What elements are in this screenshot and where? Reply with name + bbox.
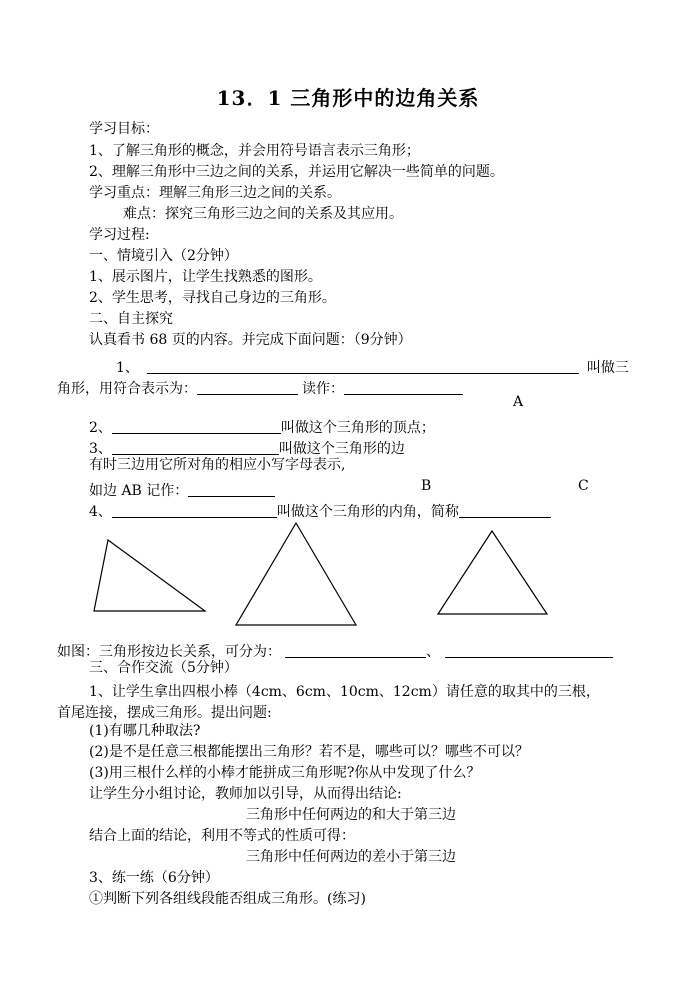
section-3-item-1-line-1: 1、让学生拿出四根小棒（4cm、6cm、10cm、12cm）请任意的取其中的三根， bbox=[89, 684, 600, 700]
question-1-suffix: 叫做三 bbox=[586, 360, 629, 376]
question-3-prefix: 3、 bbox=[89, 441, 112, 457]
question-1-line-2-prefix: 角形，用符合表示为： bbox=[57, 381, 197, 397]
practice-heading: 3、练一练（6分钟） bbox=[89, 870, 219, 886]
classification-blank-2[interactable] bbox=[445, 642, 613, 658]
inequality-note: 结合上面的结论，利用不等式的性质可得： bbox=[89, 828, 355, 844]
section-1-heading: 一、情境引入（2分钟） bbox=[89, 248, 238, 264]
section-2-heading: 二、自主探究 bbox=[89, 311, 173, 327]
process-heading: 学习过程: bbox=[89, 227, 150, 243]
triangle-vertex-c-label: C bbox=[578, 478, 589, 494]
section-3-question-2: (2)是不是任意三根都能摆出三角形？若不是，哪些可以？哪些不可以？ bbox=[89, 744, 529, 760]
discussion-guidance: 让学生分小组讨论，教师加以引导，从而得出结论: bbox=[89, 786, 402, 802]
question-4-suffix: 叫做这个三角形的内角，简称 bbox=[276, 504, 459, 520]
practice-item-1: ①判断下列各组线段能否组成三角形。(练习) bbox=[89, 891, 366, 907]
scalene-triangle-figure bbox=[94, 540, 205, 611]
question-1-prefix: 1、 bbox=[116, 360, 139, 376]
classification-line bbox=[57, 640, 613, 659]
triangle-vertex-a-label: A bbox=[513, 394, 524, 410]
triangle-sum-conclusion: 三角形中任何两边的和大于第三边 bbox=[246, 807, 456, 823]
side-notation-note: 有时三边用它所对角的相应小写字母表示, bbox=[89, 457, 346, 473]
question-3-suffix: 叫做这个三角形的边 bbox=[278, 441, 405, 457]
question-2-suffix: 叫做这个三角形的顶点； bbox=[280, 420, 435, 436]
page-title: 13．1 三角形中的边角关系 bbox=[216, 86, 480, 110]
equilateral-triangle-figure bbox=[438, 531, 547, 614]
section-3-item-1-line-2: 首尾连接，摆成三角形。提出问题: bbox=[57, 705, 272, 721]
question-2-prefix: 2、 bbox=[89, 420, 112, 436]
classification-separator: 、 bbox=[426, 644, 440, 660]
question-4-prefix: 4、 bbox=[89, 504, 112, 520]
section-3-heading: 三、合作交流（5分钟） bbox=[89, 660, 238, 676]
classification-prefix: 如图：三角形按边长关系，可分为： bbox=[57, 644, 281, 660]
objective-2: 2、理解三角形中三边之间的关系，并运用它解决一些简单的问题。 bbox=[89, 164, 504, 180]
objective-1: 1、了解三角形的概念，并会用符号语言表示三角形； bbox=[89, 143, 420, 159]
section-3-question-3: (3)用三根什么样的小棒才能拼成三角形呢?你从中发现了什么？ bbox=[89, 765, 481, 781]
section-2-intro: 认真看书 68 页的内容。并完成下面问题：（9分钟） bbox=[89, 332, 412, 348]
section-3-question-1: (1)有哪几种取法? bbox=[89, 723, 201, 739]
isosceles-triangle-figure bbox=[236, 523, 356, 625]
objectives-heading: 学习目标： bbox=[89, 121, 159, 137]
difficulty-point: 难点：探究三角形三边之间的关系及其应用。 bbox=[123, 206, 403, 222]
section-1-item-1: 1、展示图片，让学生找熟悉的图形。 bbox=[89, 269, 322, 285]
side-ab-prefix: 如边 AB 记作： bbox=[89, 483, 189, 499]
reading-label: 读作： bbox=[302, 381, 344, 397]
triangle-vertex-b-label: B bbox=[421, 478, 432, 494]
section-1-item-2: 2、学生思考，寻找自己身边的三角形。 bbox=[89, 290, 336, 306]
classification-blank-1[interactable] bbox=[285, 642, 426, 658]
triangle-difference-conclusion: 三角形中任何两边的差小于第三边 bbox=[246, 849, 456, 865]
key-point: 学习重点：理解三角形三边之间的关系。 bbox=[89, 185, 341, 201]
